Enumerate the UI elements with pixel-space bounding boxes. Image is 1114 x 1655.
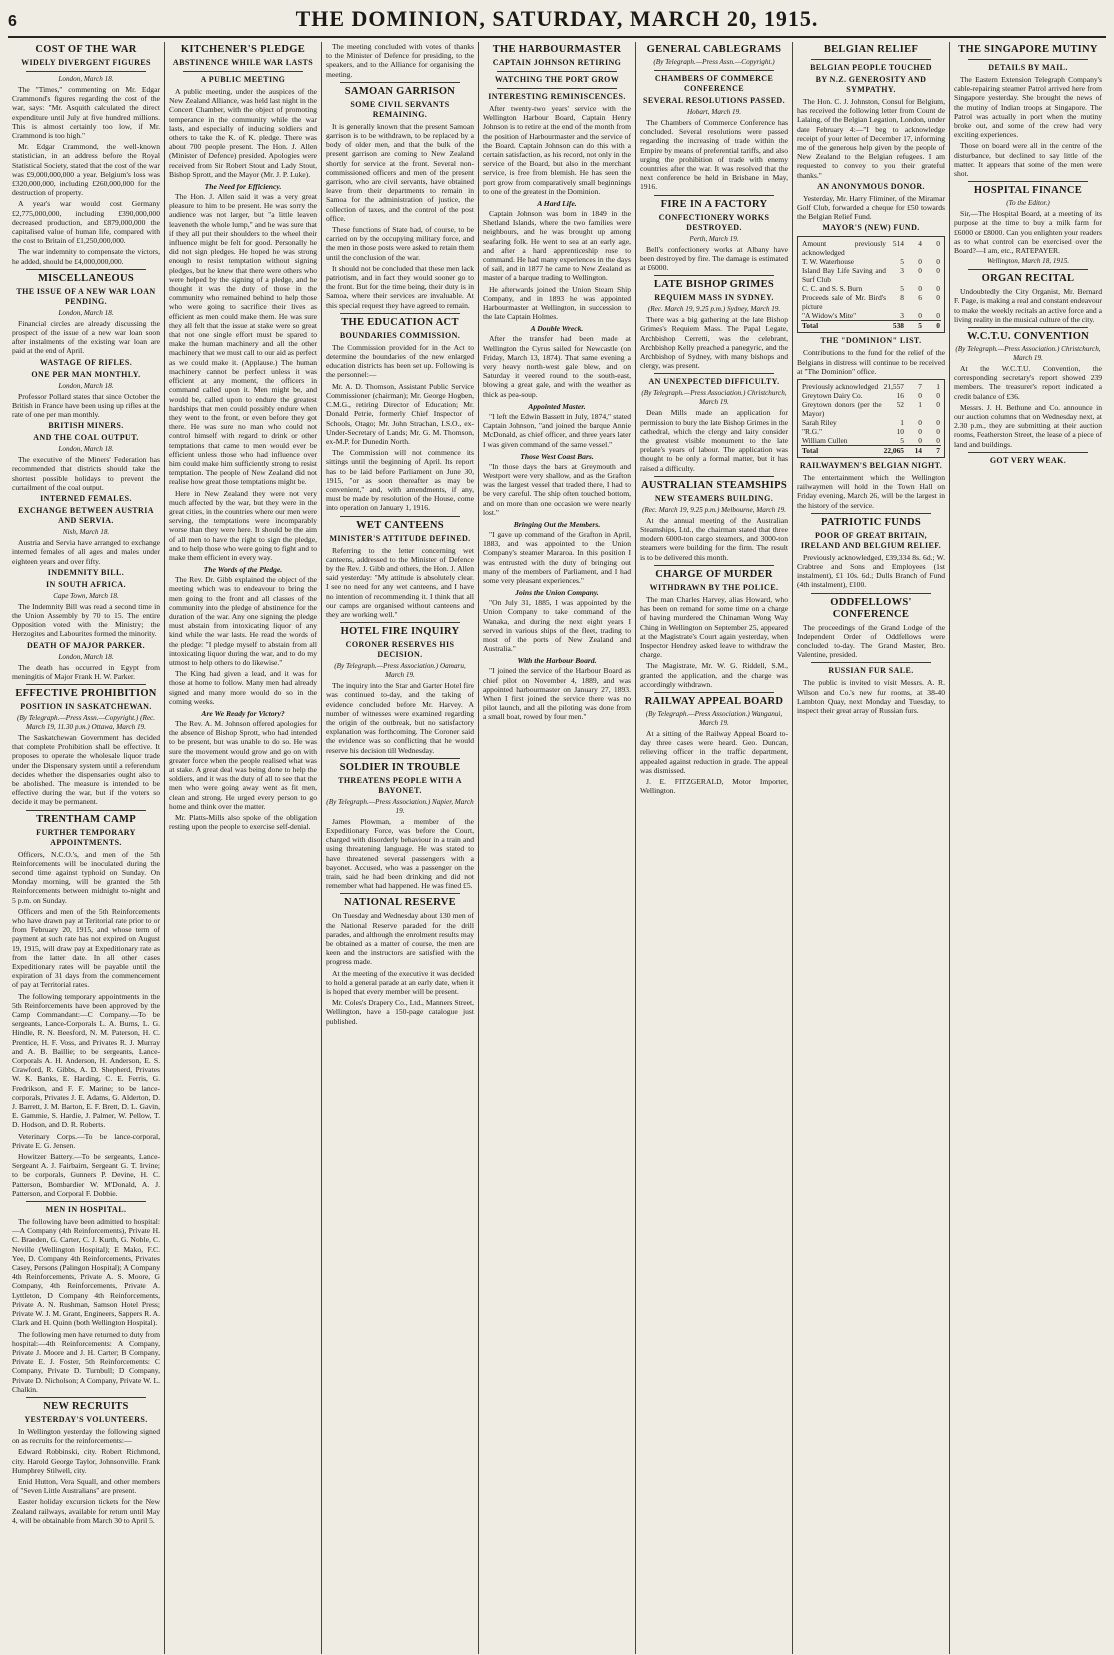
paragraph: The executive of the Miners' Federation has recommended that districts should take the shortest possible holidays to prevent the curtailment of the coal output. xyxy=(12,455,160,492)
total-row xyxy=(801,446,941,456)
paragraph: The Commission will not commence its sittings until the beginning of April. Its report has to be laid before Parliament on June 30, 1915, "or as soon thereafter as may be convenient," and, with amendments, if any, must be made by resolution of the House, come into operation on January 1, 1916. xyxy=(326,448,474,513)
dateline: Hobart, March 19. xyxy=(686,108,742,116)
paragraph: The King had given a lead, and it was for those at home to follow. Many men had already signed and many more would do so in the coming weeks. xyxy=(169,669,317,706)
paragraph: Easter holiday excursion tickets for the New Zealand railways, available for return until May 4, will be obtainable from March 30 to April 5. xyxy=(12,1497,160,1525)
fund-row xyxy=(801,311,941,321)
amount-cell: 514 xyxy=(892,239,904,249)
headline: NEW RECRUITS xyxy=(43,1400,129,1412)
headline: ODDFELLOWS' CONFERENCE xyxy=(830,596,912,620)
paragraph: He afterwards joined the Union Steam Ship Company, and in 1893 he was appointed Harbourmaster at Wellington, in succession to the late Captain Holmes. xyxy=(483,284,631,322)
amount-cell: 1 xyxy=(918,400,922,410)
paragraph: At the annual meeting of the Australian Steamships, Ltd., the chairman stated that three modern 6000-ton cargo steamers, and 3000-ton steamers were building for the firm. The result is to be delivered this month. xyxy=(640,515,788,562)
subhead: The Need for Efficiency. xyxy=(204,182,282,192)
amount-cell: 22,065 xyxy=(883,446,904,456)
fund-row xyxy=(801,391,941,400)
column-7 xyxy=(950,42,1106,1654)
amount-cell: 10 xyxy=(896,427,904,437)
amount-cell: 52 xyxy=(896,400,904,410)
paragraph: The Indemnity Bill was read a second time in the Union Assembly by 70 to 15. The entire Opposition voted with the Ministry; the Herzogites and Labourites formed the minority. xyxy=(12,601,160,639)
headline: FIRE IN A FACTORY xyxy=(660,198,768,210)
donor-cell: Total xyxy=(801,321,887,331)
subheadline: ONE PER MAN MONTHLY. xyxy=(31,369,141,379)
column-rule xyxy=(654,373,774,374)
paragraph: The Chambers of Commerce Conference has concluded. Several resolutions were passed regarding the increasing of trade within the Empire by means of preferential tariffs, and also urging the prohibition of trade with enemy countries after the war. It was resolved that the next conference be held in Brisbane in May, 1916. xyxy=(640,118,788,192)
paragraph: "I gave up command of the Grafton in April, 1883, and was appointed to the Union Company's steamer Mararoa. In this position I was entrusted with the duty of bringing out many of the members of Parliament, and I had some very pleasant experiences." xyxy=(483,529,631,585)
subheadline: THE "DOMINION" LIST. xyxy=(820,336,922,346)
headline: SOLDIER IN TROUBLE xyxy=(339,761,461,773)
headline: THE EDUCATION ACT xyxy=(341,316,459,328)
paragraph: Officers and men of the 5th Reinforcements who have drawn pay at Teritorial rate prior to or from February 20, 1915, and whose term of payment at such rate has not expired on August 19, 1915, will draw pay at Expeditionary rate as from the latter date. In all other cases Expeditionary rates will be payable until the expiration of 31 days from the commencement of pay at Territorial rates. xyxy=(12,906,160,990)
subheadline: CONFECTIONERY WORKS DESTROYED. xyxy=(658,212,770,232)
paragraph: Mr. Edgar Crammond, the well-known statistician, in an address before the Royal Statistical Society, stated that the cost of the war was £9,000,000,000 a year. Belgium's loss was £320,000,000, including £260,000,000 for the destruction of property. xyxy=(12,142,160,198)
column-rule xyxy=(26,810,146,811)
amount-cell: 6 xyxy=(918,293,922,303)
amount-cell: 0 xyxy=(923,321,941,331)
subheadline: GOT VERY WEAK. xyxy=(989,455,1067,465)
subheadline: EXCHANGE BETWEEN AUSTRIA AND SERVIA. xyxy=(18,506,154,526)
dateline: Nish, March 18. xyxy=(62,528,110,537)
paragraph: The Hon. C. J. Johnston, Consul for Belgium, has received the following letter from Count de Lalaing, of the Belgian Legation, London, under date February 4:—"I beg to acknowledge receipt of your letter of December 17, informing me of the generous help given by the people of New Zealand to the Belgian refugees. I am requested to convey to you their grateful thanks." xyxy=(797,97,945,180)
paragraph: The Hon. J. Allen said it was a very great pleasure to him to be present. He was sorry the audience was not larger, but "a little leaven leaveneth the whole lump," and he was sure that if they all put their shoulders to the wheel their influence might be felt for good. Personally he did not sign pledges. He hoped he was strong enough to resist temptation without signing pledges, but he knew that there were others who were helped by the signing of a pledge, and he thought it was the duty of those in the community who remained behind to help those who were going to sacrifice their lives as efficient as men could make them. He was sure they all felt that the issue at stake were so great that not one single effort must be spared to make the human machinery and all the other machinery that we must call to our aid as perfect as we could make it. (Applause.) The human machinery cannot be perfect unless it was efficient at any moment, the officers in command called upon it. Men might be, and would be, called upon to endure the greatest hardships that men could possibly endure when they went to the front, or even before they got there. He was sure no man who could not control himself with regard to drink or other temptations that came to men would ever be efficient unless those who had influence over him could make him sufficiently strong to resist temptation. The people of New Zealand did not realise how great those temptations might be. xyxy=(169,192,317,487)
amount-cell: 0 xyxy=(918,266,922,276)
page-title: THE DOMINION, SATURDAY, MARCH 20, 1915. xyxy=(295,6,819,31)
subheadline: WATCHING THE PORT GROW xyxy=(494,75,620,84)
paragraph: The proceedings of the Grand Lodge of the Independent Order of Oddfellows were concluded to-day. The Grand Master, Bro. Valentine, presided. xyxy=(797,622,945,660)
amount-cell: 0 xyxy=(918,436,922,446)
headline: ORGAN RECITAL xyxy=(981,273,1075,285)
column-4 xyxy=(479,42,636,1654)
column-rule xyxy=(26,1201,146,1202)
paragraph: The following have been admitted to hospital:—A Company (4th Reinforcements), Private H. C. Braeden, G. Carter, C. J. Kurth, G. Noble, C. Neville (Wellington Hospital); E Mako, F.C. Yee, D. Company 4th Reinforcements, Privates Casey, Persons (Palingon Hospital); A Company 4th Reinforcements, Private A. S. Moore, G Company, 4th Reinforcements, Private A. Lyttleton, D Company 4th Reinforcements, Private A. N. Rushman, Samson Hotel Press; Private W. J. M. Grant, Engineers, Sappers R. A. Clark and H. Quinn (both Wellington Hospital). xyxy=(12,1217,160,1328)
donor-cell: Previously acknowledged xyxy=(802,382,879,392)
subhead: Appointed Master. xyxy=(528,401,586,411)
paragraph: The Eastern Extension Telegraph Company's cable-repairing steamer Patrol arrived here from Singapore yesterday. She brought the news of the mutiny of Indian troops at Singapore. The Patrol was actually in port when the mutiny broke out, and some of the crew had very exciting experiences. xyxy=(954,75,1102,140)
subheadline: IN SOUTH AFRICA. xyxy=(46,579,126,589)
column-rule xyxy=(968,59,1088,60)
paragraph: "On July 31, 1885, I was appointed by the Union Company to take command of the Wanaka, and during the next eight years I served in various ships of the fleet, trading to most of the ports of New Zealand and Australia." xyxy=(483,598,631,654)
subheadline: BOUNDARIES COMMISSION. xyxy=(339,330,461,340)
subheadline: AN UNEXPECTED DIFFICULTY. xyxy=(648,377,780,387)
column-5 xyxy=(636,42,793,1654)
subheadline: MAYOR'S (NEW) FUND. xyxy=(822,223,920,233)
column-rule xyxy=(497,71,617,72)
subheadline: YESTERDAY'S VOLUNTEERS. xyxy=(24,1414,148,1424)
amount-cell: 0 xyxy=(936,257,940,267)
column-3 xyxy=(322,42,479,1654)
column-rule xyxy=(340,893,460,894)
subheadline: SOME CIVIL SERVANTS REMAINING. xyxy=(350,99,450,119)
dateline: (By Telegraph.—Press Association.) Napier, March 19. xyxy=(326,797,474,815)
fund-row xyxy=(801,382,941,391)
column-rule xyxy=(340,758,460,759)
column-rule xyxy=(654,565,774,566)
subheadline: INTERNED FEMALES. xyxy=(40,494,132,504)
subheadline: FURTHER TEMPORARY APPOINTMENTS. xyxy=(36,827,136,847)
paragraph: Here in New Zealand they were not very much affected by the war, but they were in the great cities, in the countries where our men were serving, the temptations were incomparably worse than they were here. It should be the aim of all men to have the right to sign the pledge, and to help those who were going to fight and to make them efficient in every way. xyxy=(169,488,317,562)
subhead: The Words of the Pledge. xyxy=(203,565,283,575)
donor-cell: Total xyxy=(801,446,883,456)
dateline: (To the Editor.) xyxy=(1006,199,1050,208)
amount-cell: 538 xyxy=(887,321,905,331)
paragraph: The Rev. A. M. Johnson offered apologies for the absence of Bishop Sprott, who had intended to be present, but was unable to do so. He was sure the movement would grow and go on with greater force when the people realised what was at stake. A great deal was being done to help the soldiers, and it was the duty of all to see that the men who were going away went as fit men, clean and strong. He urged every person to go home and think over the matter. xyxy=(169,719,317,811)
amount-cell: 5 xyxy=(900,436,904,446)
amount-cell: 0 xyxy=(918,311,922,321)
subheadline: AND THE COAL OUTPUT. xyxy=(33,433,139,443)
amount-cell: 3 xyxy=(900,266,904,276)
fund-row xyxy=(801,436,941,446)
amount-cell: 0 xyxy=(936,266,940,276)
column-rule xyxy=(26,71,146,72)
paragraph: Officers, N.C.O.'s, and men of the 5th Reinforcements will be inoculated during the second time against typhoid on Sunday. On Monday morning, will be granted the 5th Reinforcements between midnight to-night and 5 p.m. on Sunday. xyxy=(12,849,160,905)
dateline: London, March 18. xyxy=(58,75,114,83)
donor-cell: Sarah Riley xyxy=(802,418,837,428)
amount-cell: 0 xyxy=(936,311,940,321)
paragraph: The entertainment which the Wellington railwaymen will hold in the Town Hall on Friday evening, March 26, will be the largest in the history of the service. xyxy=(797,473,945,510)
amount-cell: 0 xyxy=(936,400,940,410)
paragraph: Mr. Platts-Mills also spoke of the obligation resting upon the people to exercise self-denial. xyxy=(169,813,317,832)
column-rule xyxy=(340,516,460,517)
dateline: Perth, March 19. xyxy=(689,234,739,243)
amount-cell: 1 xyxy=(936,382,940,392)
donor-cell: Greytown Dairy Co. xyxy=(802,391,863,401)
headline: HOTEL FIRE INQUIRY xyxy=(340,626,460,638)
headline: GENERAL CABLEGRAMS xyxy=(646,44,782,55)
headline: LATE BISHOP GRIMES xyxy=(653,279,775,291)
amount-cell: 0 xyxy=(918,284,922,294)
headline: NATIONAL RESERVE xyxy=(344,897,456,909)
paragraph: A year's war would cost Germany £2,775,000,000, including £390,000,000 decreased production, and £879,000,000 the capitalised value of human life, compared with the cost to Britain of £1,250,000,000. xyxy=(12,199,160,246)
subheadline: AN ANONYMOUS DONOR. xyxy=(817,181,925,191)
paragraph: "I left the Edwin Bassett in July, 1874," stated Captain Johnson, "and joined the barque Annie McDonald, as chief officer, and three years later I was given command of the same vessel." xyxy=(483,411,631,449)
amount-cell: 0 xyxy=(936,284,940,294)
paragraph: It should not be concluded that these men lack patriotism, and in fact they would sooner go to the front. But for the time being, their duty is in Samoa, where their services are invaluable. At this special request they have agreed to remain. xyxy=(326,263,474,310)
dominion-list-table xyxy=(797,379,945,458)
headline: COST OF THE WAR xyxy=(35,44,137,55)
fund-row xyxy=(801,427,941,436)
headline: THE HARBOURMASTER xyxy=(492,44,622,55)
column-rule xyxy=(811,662,931,663)
headline: RAILWAY APPEAL BOARD xyxy=(644,695,784,707)
dateline: (Rec. March 19, 9.25 p.m.) Melbourne, March 19. xyxy=(642,505,786,514)
subheadline: THE ISSUE OF A NEW WAR LOAN PENDING. xyxy=(16,286,156,306)
column-rule xyxy=(811,513,931,514)
paragraph: Contributions to the fund for the relief of the Belgians in distress will continue to be received at "The Dominion" office. xyxy=(797,348,945,376)
donor-cell: Proceeds sale of Mr. Bird's picture xyxy=(802,293,886,312)
column-rule xyxy=(183,71,303,72)
paragraph: Financial circles are already discussing the prospect of the issue of a new war loan soon after instalments of the existing war loan are paid at the end of April. xyxy=(12,318,160,356)
subhead: Those West Coast Bars. xyxy=(520,451,594,461)
column-rule xyxy=(26,1397,146,1398)
headline: CHARGE OF MURDER xyxy=(655,568,773,580)
paragraph: Austria and Servia have arranged to exchange interned females of all ages and males under eighteen years and over fifty. xyxy=(12,538,160,566)
fund-row xyxy=(801,284,941,293)
column-6 xyxy=(793,42,950,1654)
subheadline: ABSTINENCE WHILE WAR LASTS xyxy=(172,58,314,67)
subheadline: MEN IN HOSPITAL. xyxy=(45,1205,127,1215)
amount-cell: 0 xyxy=(936,418,940,428)
paragraph: The war indemnity to compensate the victors, he added, should be £4,000,000,000. xyxy=(12,247,160,266)
paragraph: Mr. Coles's Drapery Co., Ltd., Manners Street, Wellington, have a 150-page catalogue just published. xyxy=(326,998,474,1026)
paragraph: Bell's confectionery works at Albany have been destroyed by fire. The damage is estimated at £6000. xyxy=(640,244,788,273)
headline: AUSTRALIAN STEAMSHIPS xyxy=(640,479,788,491)
paragraph: The public is invited to visit Messrs. A. R. Wilson and Co.'s new fur rooms, at 38-40 Lambton Quay, next Monday and Tuesday, to inspect their great array of Russian furs. xyxy=(797,678,945,716)
subhead: Are We Ready for Victory? xyxy=(201,709,285,718)
paragraph: Yesterday, Mr. Harry Fliminer, of the Miramar Golf Club, forwarded a cheque for £50 towards the Belgian Relief Fund. xyxy=(797,193,945,222)
dateline: London, March 18. xyxy=(58,381,114,390)
subhead: A Hard Life. xyxy=(537,199,577,209)
subheadline: POOR OF GREAT BRITAIN, IRELAND AND BELGIUM RELIEF. xyxy=(800,530,942,550)
subheadline: RUSSIAN FUR SALE. xyxy=(828,666,914,676)
paragraph: Sir,—The Hospital Board, at a meeting of its purpose at the time to buy a milk farm for £6000 or £8000. Can you enlighten your readers as to what control can be exercised over the Board?—I am, etc., RATEPAYER. xyxy=(954,209,1102,256)
dateline: (By Telegraph.—Press Association.) Christchurch, March 19. xyxy=(955,345,1101,363)
subheadline: CHAMBERS OF COMMERCE CONFERENCE xyxy=(654,74,774,93)
paragraph: Referring to the letter concerning wet canteens, addressed to the Minister of Defence by the Rev. J. Gibb and others, the Hon. J. Allen said yesterday: "My attitude is absolutely clear. I see no need for any wet canteens, and I have no intention of recommending it. I think that all our camps are organised without canteens and they are working well." xyxy=(326,545,474,619)
fund-row xyxy=(801,239,941,257)
dateline: (By Telegraph.—Press Association.) Wanganui, March 19. xyxy=(645,709,783,727)
subheadline: CORONER RESERVES HIS DECISION. xyxy=(345,640,455,660)
amount-cell: 3 xyxy=(900,311,904,321)
subheadline: POSITION IN SASKATCHEWAN. xyxy=(20,701,152,711)
paragraph: J. E. FITZGERALD, Motor Importer, Wellington. xyxy=(640,776,788,796)
paragraph: Veterinary Corps.—To be lance-corporal, Private E. G. Jensen. xyxy=(12,1131,160,1150)
amount-cell: 1 xyxy=(900,418,904,428)
headline: WET CANTEENS xyxy=(356,519,444,531)
paragraph: Enid Hutton, Vera Squall, and other members of "Seven Little Australians" are present. xyxy=(12,1476,160,1496)
paragraph: At the W.C.T.U. Convention, the corresponding secretary's report showed 239 members. The treasurer's report indicated a credit balance of £36. xyxy=(954,364,1102,401)
donor-cell: T. W. Waterhouse xyxy=(802,257,855,267)
subheadline: THREATENS PEOPLE WITH A BAYONET. xyxy=(338,775,462,795)
paragraph: Edward Robbinski, city. Robert Richmond, city. Harold George Taylor, Johnsonville. Frank Humphrey Stilwell, city. xyxy=(12,1447,160,1475)
paragraph: The Rev. Dr. Gibb explained the object of the meeting which was to endeavour to bring the men going to the front and all classes of the community into the pledge of abstinence for the duration of the war. Any one signing the pledge must abstain from intoxicating liquor of any kind while the war lasts. He read the words of the pledge: "I pledge myself to abstain from all intoxicating liquor during the war, and to do my utmost to help others to do likewise." xyxy=(169,575,317,667)
amount-cell: 5 xyxy=(905,321,923,331)
subheadline: BELGIAN PEOPLE TOUCHED xyxy=(810,63,932,72)
paragraph: The following temporary appointments in the 5th Reinforcements have been approved by the Camp Commandant:—C Company.—To be sergeants, Lance-Corporals L. A. Burns, L. G. Hindle, R. N. Beesford, N. M. Paterson, H. C. Prentice, H. F. Voss, and Privates R. J. Murray and A. B. Baillie; to be sergeants, Lance-Corporals A. H. Anderson, H. Anderson, E. S. Crawford, R. Gibbs, A. D. Shepherd, Privates W. K. Banks, E. Harding, C. E. Ferris, G. Fredrikson, and F. F. Marine; to be lance-corporals, Privates J. E. Adams, G. Alderton, D. J. Barrett, J. M. Barton, E. F. Brett, D. L. Gavin, E. Gammie, S. Hardie, J. Palmer, W. Pellow, T. D. Hodson, and D. R. Roberts. xyxy=(12,991,160,1130)
dateline: Cape Town, March 18. xyxy=(53,591,119,600)
dateline: London, March 18. xyxy=(58,445,114,454)
column-rule xyxy=(811,59,931,60)
headline: TRENTHAM CAMP xyxy=(36,813,136,825)
headline: SAMOAN GARRISON xyxy=(344,85,456,97)
amount-cell: 5 xyxy=(900,257,904,267)
paragraph: The following men have returned to duty from hospital:—4th Reinforcements: A Company, Private J. Moore and J. H. Carter; B Company, Private E. J. Foster, 5th Reinforcements: C Company, Private D. Turnbull; D Company, Private D. Nicholson; A Company, Private W. L. Chalkin. xyxy=(12,1329,160,1394)
paragraph: Messrs. J. H. Bethune and Co. announce in our auction columns that on Wednesday next, at 2.30 p.m., they are submitting at their auction rooms, Featherston Street, the lease of a piece of land and buildings. xyxy=(954,402,1102,449)
paragraph: After twenty-two years' service with the Wellington Harbour Board, Captain Henry Johnson is to retire at the end of the month from the position of Harbourmaster and the service of the Board. Captain Johnson can do this with a certain satisfaction, as his record, not only in the service of the Board, but also in the merchant service, is free from blemish. He has seen the port grow from comparatively small beginnings to one of the greatest in the Dominion. xyxy=(483,104,631,196)
column-rule xyxy=(26,269,146,270)
donor-cell: Amount previously acknowledged xyxy=(802,239,886,258)
paragraph: Previously acknowledged, £39,334 8s. 6d.; W. Crabtree and Sons and Employees (1st instalment), £1 10s. 6d.; Dulls Branch of Fund (4th instalment), £100. xyxy=(797,552,945,590)
column-rule xyxy=(968,181,1088,182)
headline: MISCELLANEOUS xyxy=(37,272,135,284)
paragraph: These functions of State had, of course, to be carried on by the occupying military force, and the men in those posts were asked to retain them until the conclusion of the war. xyxy=(326,225,474,262)
column-rule xyxy=(340,622,460,623)
column-rule xyxy=(968,452,1088,453)
subheadline: INTERESTING REMINISCENCES. xyxy=(488,92,626,101)
amount-cell: 0 xyxy=(918,418,922,428)
column-rule xyxy=(654,70,774,71)
headline: BELGIAN RELIEF xyxy=(823,44,919,55)
subheadline: WITHDRAWN BY THE POLICE. xyxy=(649,582,779,592)
paragraph: The "Times," commenting on Mr. Edgar Crammond's figures regarding the cost of the war, says: "Mr. Asquith calculated the direct expenditure until July at five hundred millions. This is almost certainly too low, if Mr. Crammond is too high." xyxy=(12,85,160,141)
column-rule xyxy=(340,313,460,314)
amount-cell: 0 xyxy=(936,427,940,437)
column-rule xyxy=(654,275,774,276)
amount-cell: 7 xyxy=(918,382,922,392)
amount-cell: 0 xyxy=(936,293,940,303)
column-rule xyxy=(654,692,774,693)
paragraph: At the meeting of the executive it was decided to hold a general parade at an early date, when it is hoped that every member will be present. xyxy=(326,968,474,997)
subheadline: DETAILS BY MAIL. xyxy=(988,63,1068,72)
subheadline: BY N.Z. GENEROSITY AND SYMPATHY. xyxy=(815,75,927,94)
column-rule xyxy=(811,593,931,594)
paragraph: The Commission provided for in the Act to determine the boundaries of the new enlarged education districts has been set up. Following is the personnel:— xyxy=(326,342,474,380)
dateline: (By Telegraph.—Press Association.) Christchurch, March 19. xyxy=(641,389,787,407)
paragraph: At a sitting of the Railway Appeal Board to-day three cases were heard. Geo. Duncan, relieving officer in the traffic department, appealed against reduction in grade. The appeal was dismissed. xyxy=(640,728,788,775)
subheadline: DEATH OF MAJOR PARKER. xyxy=(27,640,145,650)
headline: THE SINGAPORE MUTINY xyxy=(958,44,1098,55)
masthead xyxy=(8,6,1106,38)
paragraph: In Wellington yesterday the following signed on as recruits for the reinforcements:— xyxy=(12,1426,160,1446)
dateline: (Rec. March 19, 9.25 p.m.) Sydney, March 19. xyxy=(647,305,781,314)
headline: W.C.T.U. CONVENTION xyxy=(966,331,1090,343)
amount-cell: 0 xyxy=(936,391,940,401)
headline: PATRIOTIC FUNDS xyxy=(820,516,922,528)
headline: EFFECTIVE PROHIBITION xyxy=(15,687,157,699)
donor-cell: "A Widow's Mite" xyxy=(802,311,857,321)
amount-cell: 16 xyxy=(896,391,904,401)
paragraph: The Magistrate, Mr. W. G. Riddell, S.M., granted the application, and the charge was accordingly withdrawn. xyxy=(640,661,788,689)
paragraph: The inquiry into the Star and Garter Hotel fire was continued to-day, and the taking of evidence concluded before Mr. Harvey. A number of witnesses were examined regarding the origin of the outbreak, but no satisfactory explanation was forthcoming. The Coroner said the evidence was so conflicting that he would reserve his decision till Wednesday. xyxy=(326,681,474,755)
donor-cell: Greytown donors (per the Mayor) xyxy=(802,400,882,419)
paragraph: Mr. A. D. Thomson, Assistant Public Service Commissioner (chairman); Mr. George Hogben, C.M.G., retiring Director of Education; Mr. Donald Petrie, formerly Chief Inspector of Schools, Otago; Mr. John Strachan, I.S.O., ex-Under-Secretary of Lands; Mr. G. M. Thomson, ex-M.P. for Dunedin North. xyxy=(326,381,474,446)
paragraph: The Saskatchewan Government has decided that complete Prohibition shall be effective. It proposes to operate the wholesale liquor trade under the Dispensary system until a referendum decides whether the dispensaries ought also to be abolished. The measure is intended to be effective during the war, but if the voters so decide it may be permanent. xyxy=(12,732,160,807)
paragraph: The meeting concluded with votes of thanks to the Minister of Defence for presiding, to the speakers, and to the Alliance for organising the meeting. xyxy=(326,42,474,79)
fund-row xyxy=(801,266,941,284)
subheadline: WASTAGE OF RIFLES. xyxy=(39,357,133,367)
fund-row xyxy=(801,257,941,266)
paragraph: Those on board were all in the centre of the disturbance, but declined to say little of the matter. It appears that some of the men were shot. xyxy=(954,141,1102,179)
column-2 xyxy=(165,42,322,1654)
paragraph: Dean Mills made an application for permission to bury the late Bishop Grimes in the cathedral, which the clergy and laity consider the greatest visible monument to the late prelate's years of labour. The application was thought to be only a formal matter, but it has raised a difficulty. xyxy=(640,408,788,473)
paragraph: After the transfer had been made at Wellington the Cyrus sailed for Newcastle (on Friday, March 13, 1874). That same evening a very heavy north-west gale blew, and on Saturday it veered round to the south-east, blowing a great gale, and with the weather as thick as pea-soup. xyxy=(483,334,631,399)
column-rule xyxy=(654,476,774,477)
paragraph: Professor Pollard states that since October the British in France have been using up rifles at the rate of one per man monthly. xyxy=(12,391,160,420)
column-rule xyxy=(26,684,146,685)
mayors-fund-table xyxy=(797,236,945,333)
fund-row xyxy=(801,400,941,418)
subheadline: CAPTAIN JOHNSON RETIRING xyxy=(492,58,622,67)
subhead: Bringing Out the Members. xyxy=(513,519,601,529)
column-1 xyxy=(8,42,165,1654)
paragraph: There was a big gathering at the late Bishop Grimes's Requiem Mass. The Papal Legate, Archbishop Cerretti, was the celebrant, Archbishop Kelly preached a panegyric, and the Archbishop of Sydney, with many bishops and clergy, was present. xyxy=(640,315,788,371)
column-rule xyxy=(968,327,1088,328)
dateline: London, March 18. xyxy=(58,652,114,661)
headline: HOSPITAL FINANCE xyxy=(973,185,1083,197)
dateline: Wellington, March 18, 1915. xyxy=(986,257,1070,266)
total-row xyxy=(801,321,941,331)
paragraph: Howitzer Battery.—To be sergeants, Lance-Sergeant A. J. Fairbairn, Sergeant G. T. Irvine; to be corporals, Gunners P. Devine, H. C. Patterson, Bombardier W. M'Donald, A. J. Patterson, and Corporal F. Dobbie. xyxy=(12,1152,160,1198)
paragraph: The man Charles Harvey, alias Howard, who has been on remand for some time on a charge of having murdered the Chinaman Wong Way Ching in Wellington on September 25, appeared at the Magistrate's Court again yesterday, when Inspector Hendrey asked leave to withdraw the charge. xyxy=(640,594,788,660)
donor-cell: Island Bay Life Saving and Surf Club xyxy=(802,266,886,285)
column-rule xyxy=(497,88,617,89)
paragraph: Undoubtedly the City Organist, Mr. Bernard F. Page, is making a real and constant endeavour to make the weekly recitals an active force and a living reality in the musical culture of the city. xyxy=(954,287,1102,324)
amount-cell: 0 xyxy=(918,427,922,437)
page-number: 6 xyxy=(8,13,17,30)
subheadline: REQUIEM MASS IN SYDNEY. xyxy=(654,293,774,303)
paragraph: The death has occurred in Egypt from meningitis of Major Frank H. W. Parker. xyxy=(12,662,160,681)
paragraph: A public meeting, under the auspices of the New Zealand Alliance, was held last night in the Concert Chamber, with the object of promoting temperance in the community while the war lasts, and especially of inducing soldiers and others to take the K. of K. pledge. There was about 700 people present. The Hon. J. Allen (Minister of Defence) presided. Apologies were received from Sir Robert Stout and Lady Stout, Bishop Sprott, and the Mayor (Mr. J. P. Luke). xyxy=(169,87,317,179)
subheadline: WIDELY DIVERGENT FIGURES xyxy=(21,58,151,67)
subheadline: SEVERAL RESOLUTIONS PASSED. xyxy=(642,96,786,105)
columns xyxy=(8,42,1106,1654)
subhead: Joins the Union Company. xyxy=(515,588,599,598)
subheadline: A PUBLIC MEETING xyxy=(200,75,286,84)
paragraph: Captain Johnson was born in 1849 in the Shetland Islands, where the two families were neighbours, and he was brought up among seafaring folk. He went to sea at an early age, and after a hard apprenticeship rose to command. He had many experiences in the days of sail, and in 1877 he came to New Zealand as master of a barque trading to Wellington. xyxy=(483,209,631,283)
subhead: With the Harbour Board. xyxy=(517,656,597,666)
paragraph: "I joined the service of the Harbour Board as chief pilot on November 4, 1889, and was appointed harbourmaster on January 27, 1893. When I first joined the service there was no pilot launch, and all the piloting was done from a small boat, rowed by four men." xyxy=(483,666,631,722)
subheadline: BRITISH MINERS. xyxy=(48,421,124,431)
subheadline: NEW STEAMERS BUILDING. xyxy=(654,493,774,503)
fund-row xyxy=(801,293,941,311)
column-rule xyxy=(340,82,460,83)
amount-cell: 14 xyxy=(905,446,923,456)
paragraph: "In those days the bars at Greymouth and Westport were very shallow, and as the Grafton was the largest vessel that traded there, I had to be very careful. The ship often touched bottom, and on more than one occasion we were nearly lost." xyxy=(483,461,631,517)
subheadline: MINISTER'S ATTITUDE DEFINED. xyxy=(329,533,471,543)
dateline: (By Telegraph.—Press Association.) Oamaru, March 19. xyxy=(334,662,466,680)
amount-cell: 0 xyxy=(918,257,922,267)
fund-row xyxy=(801,418,941,427)
headline: KITCHENER'S PLEDGE xyxy=(180,44,306,55)
amount-cell: 0 xyxy=(936,239,940,249)
subheadline: INDEMNITY BILL. xyxy=(47,567,125,577)
amount-cell: 0 xyxy=(918,391,922,401)
paragraph: James Plowman, a member of the Expeditionary Force, was before the Court, charged with disorderly behaviour in a train and using threatening language. He was stated to have threatened several passengers with a bayonet. Accused, who was a passenger on the train, said he had been drinking and did not remember what had happened. He was fined £5. xyxy=(326,816,474,891)
amount-cell: 4 xyxy=(918,239,922,249)
paragraph: It is generally known that the present Samoan garrison is to be withdrawn, to be replaced by a body of older men, and that the bulk of the present garrison are coming to New Zealand shortly for service at the front. Several non-commissioned officers and men of the present garrison, who are civil servants, have obtained leave from their departments to remain in Samoa for the administration of justice, the collection of taxes, and the control of the post office. xyxy=(326,121,474,223)
subhead: A Double Wreck. xyxy=(530,324,584,334)
amount-cell: 5 xyxy=(900,284,904,294)
amount-cell: 7 xyxy=(923,446,941,456)
column-rule xyxy=(968,269,1088,270)
amount-cell: 8 xyxy=(900,293,904,303)
donor-cell: C. C. and S. S. Burn xyxy=(802,284,863,294)
donor-cell: "R.G." xyxy=(802,427,822,437)
paragraph: On Tuesday and Wednesday about 130 men of the National Reserve paraded for the drill parades, and although the enrolment results may be obtained as a matter of course, the men are keen and the instructors are satisfied with the progress made. xyxy=(326,911,474,967)
amount-cell: 0 xyxy=(936,436,940,446)
dateline: (By Telegraph.—Press Assn.—Copyright.) xyxy=(653,58,775,66)
dateline: London, March 18. xyxy=(58,308,114,317)
amount-cell: 21,557 xyxy=(883,382,904,392)
column-rule xyxy=(654,195,774,196)
subheadline: RAILWAYMEN'S BELGIAN NIGHT. xyxy=(799,461,943,471)
dateline: (By Telegraph.—Press Assn.—Copyright.) (Rec. March 19, 11.30 p.m.) Ottawa, March 19. xyxy=(16,713,156,731)
donor-cell: William Cullen xyxy=(802,436,848,446)
